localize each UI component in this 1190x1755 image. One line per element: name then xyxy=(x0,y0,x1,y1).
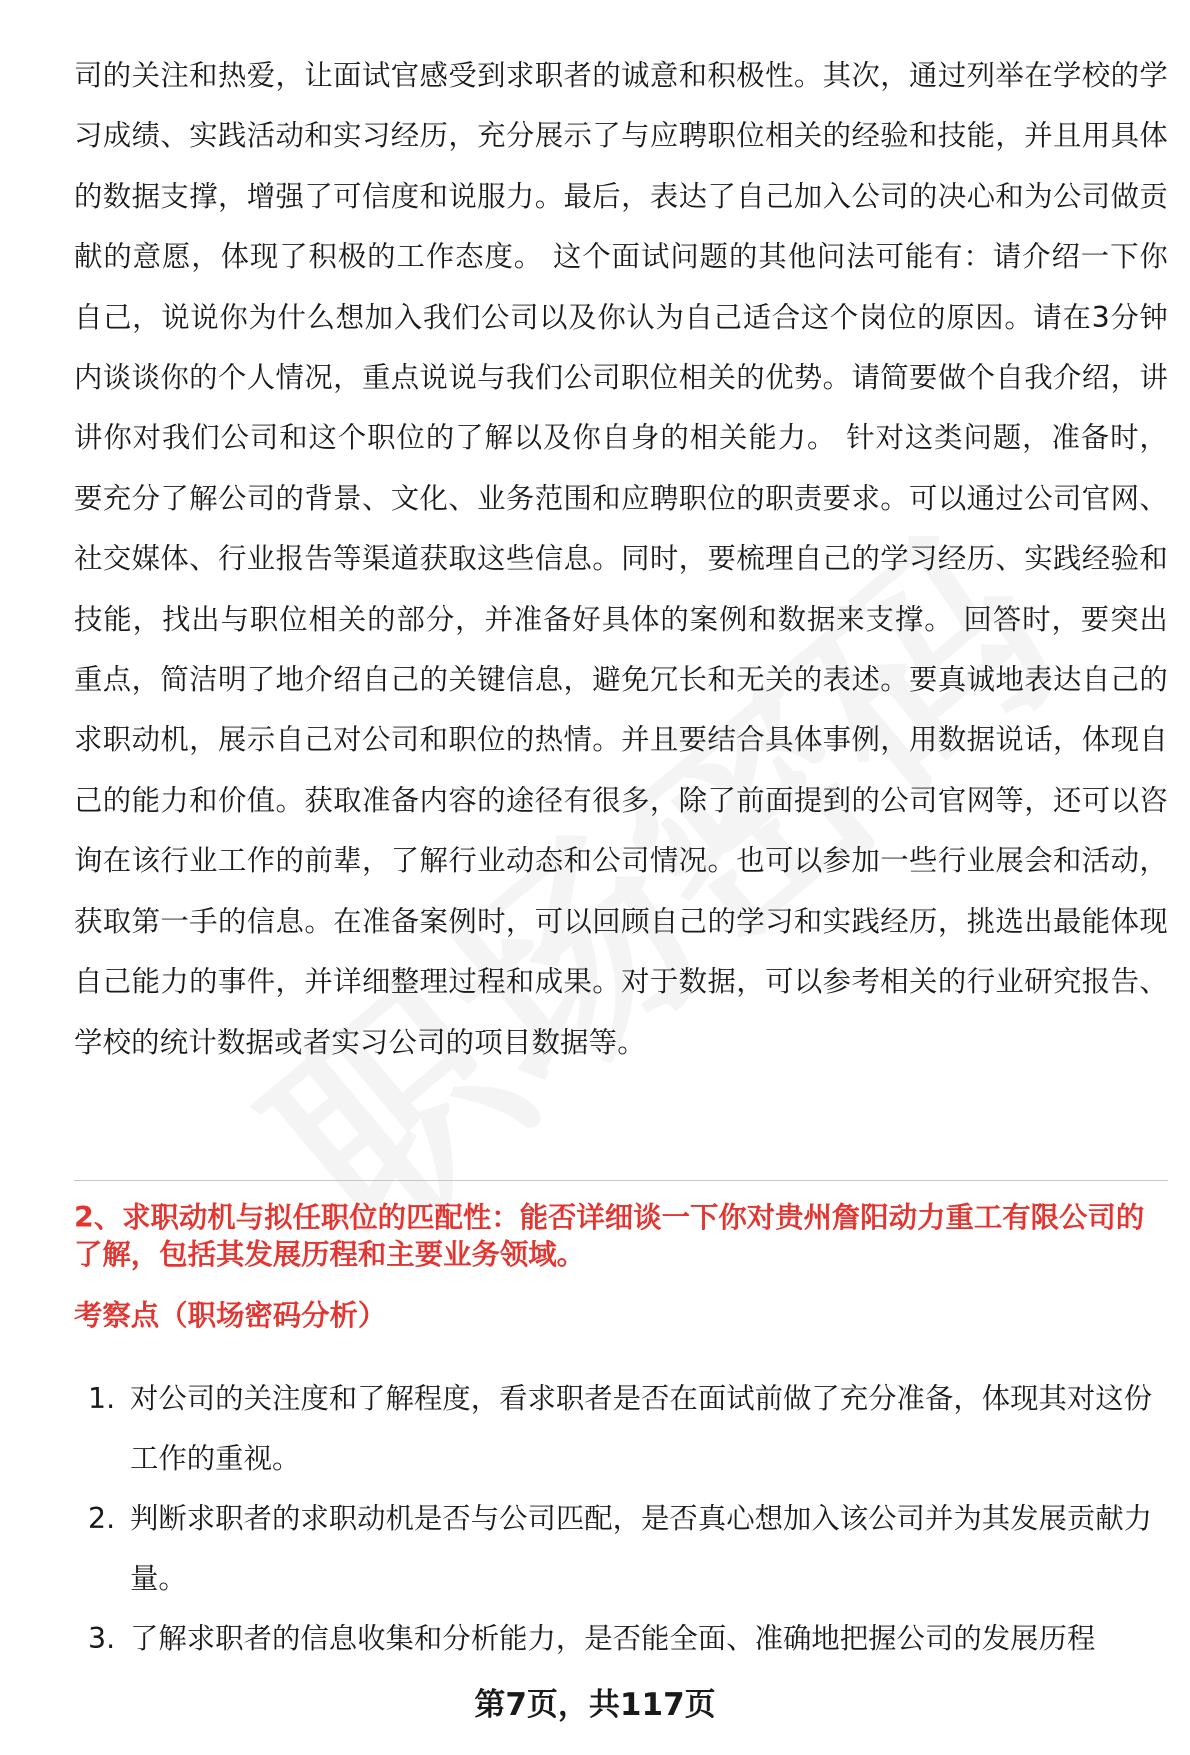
list-item xyxy=(74,1369,1168,1489)
list-item-number: 1. xyxy=(88,1382,116,1415)
list-item-text: 判断求职者的求职动机是否与公司匹配，是否真心想加入该公司并为其发展贡献力量。 xyxy=(130,1502,1153,1595)
list-item-text: 了解求职者的信息收集和分析能力，是否能全面、准确地把握公司的发展历程 xyxy=(130,1622,1096,1655)
list-item-number: 2. xyxy=(88,1502,116,1535)
page-number-footer: 第7页，共117页 xyxy=(474,1687,716,1723)
list-item xyxy=(74,1609,1168,1669)
question-heading: 2、求职动机与拟任职位的匹配性：能否详细谈一下你对贵州詹阳动力重工有限公司的了解，包括其发展历程和主要业务领域。 xyxy=(74,1201,1145,1271)
list-item-text: 对公司的关注度和了解程度，看求职者是否在面试前做了充分准备，体现其对这份工作的重视。 xyxy=(130,1382,1153,1475)
assessment-points-list xyxy=(74,1369,1168,1669)
assessment-heading: 考察点（职场密码分析） xyxy=(74,1299,387,1332)
section-divider xyxy=(74,1180,1168,1181)
list-item-number: 3. xyxy=(88,1622,116,1655)
document-page xyxy=(74,46,1168,1073)
list-item xyxy=(74,1489,1168,1609)
body-paragraph: 司的关注和热爱，让面试官感受到求职者的诚意和积极性。其次，通过列举在学校的学习成绩、实践活动和实习经历，充分展示了与应聘职位相关的经验和技能，并且用具体的数据支撑，增强了可信度和说服力。最后，表达了自己加入公司的决心和为公司做贡献的意愿，体现了积极的工作态度。 这个面试问题的其他问法可能有：请介绍一下你自己，说说你为什么想加入我们公司以及你认为自己适合这个岗位的原因。请在3分钟内谈谈你的个人情况，重点说说与我们公司职位相关的优势。请简要做个自我介绍，讲讲你对我们公司和这个职位的了解以及你自身的相关能力。 针对这类问题，准备时，要充分了解公司的背景、文化、业务范围和应聘职位的职责要求。可以通过公司官网、社交媒体、行业报告等渠道获取这些信息。同时，要梳理自己的学习经历、实践经验和技能，找出与职位相关的部分，并准备好具体的案例和数据来支撑。 回答时，要突出重点，简洁明了地介绍自己的关键信息，避免冗长和无关的表述。要真诚地表达自己的求职动机，展示自己对公司和职位的热情。并且要结合具体事例，用数据说话，体现自己的能力和价值。获取准备内容的途径有很多，除了前面提到的公司官网等，还可以咨询在该行业工作的前辈，了解行业动态和公司情况。也可以参加一些行业展会和活动，获取第一手的信息。在准备案例时，可以回顾自己的学习和实践经历，挑选出最能体现自己能力的事件，并详细整理过程和成果。对于数据，可以参考相关的行业研究报告、学校的统计数据或者实习公司的项目数据等。 xyxy=(74,59,1168,1059)
